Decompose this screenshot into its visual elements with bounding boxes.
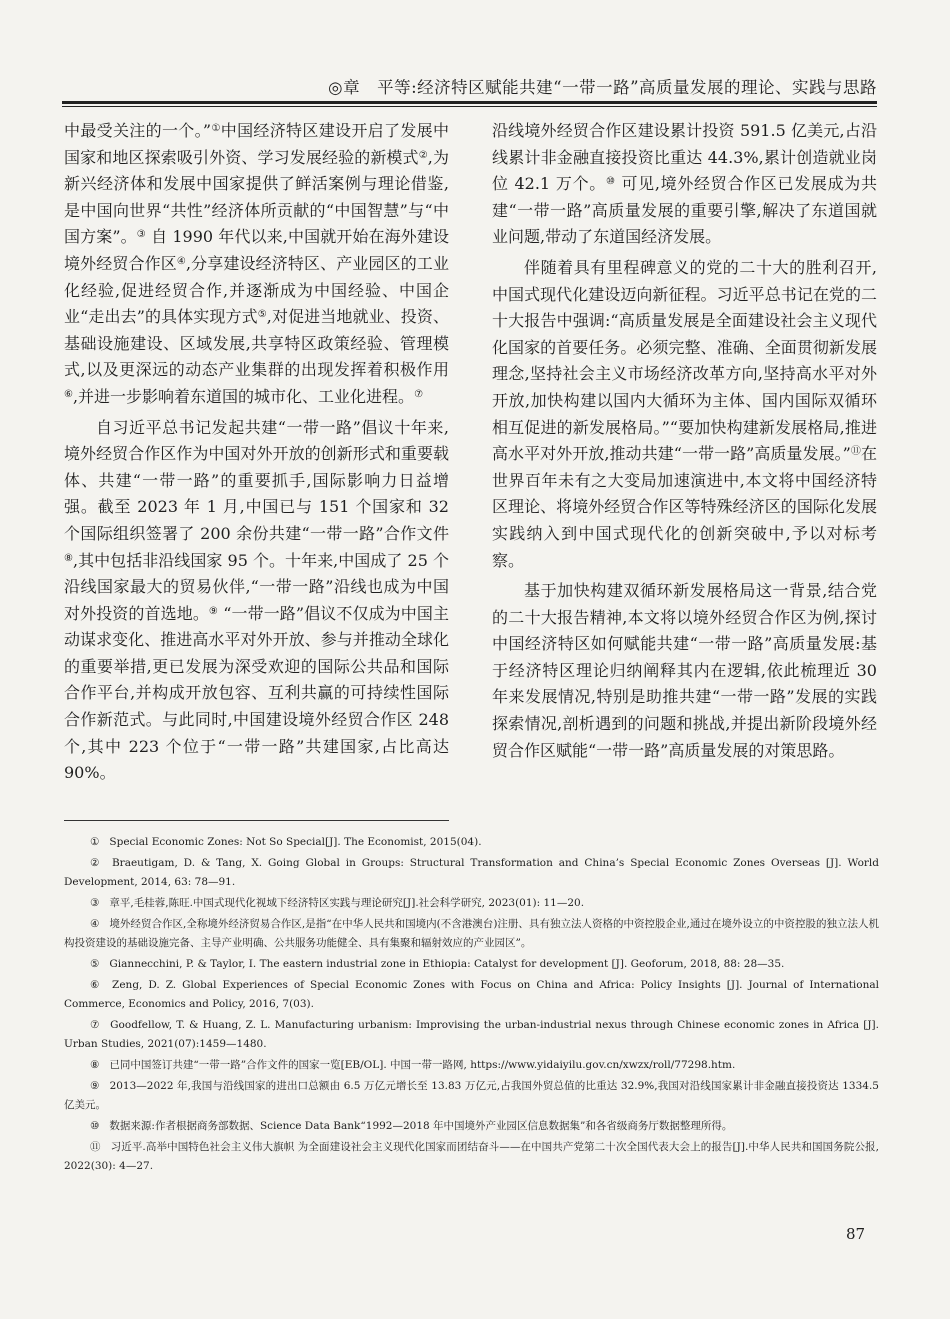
body-text: ,并进一步影响着东道国的城市化、工业化进程。 xyxy=(72,386,415,406)
footnote-number: ③ xyxy=(90,897,100,909)
right-column xyxy=(492,118,877,764)
footnote xyxy=(64,1117,879,1136)
footnote-text: Giannecchini, P. & Taylor, I. The eastern industrial zone in Ethiopia: Catalyst for development [J]. Geoforum, 2018, 88: 28—35. xyxy=(109,958,785,970)
body-text: 自习近平总书记发起共建“一带一路”倡议十年来,境外经贸合作区作为中国对外开放的创新形式和重要载体、共建“一带一路”的重要抓手,国际影响力日益增强。截至 2023 年 1 月,中国已与 151 个国家和 32 个国际组织签署了 200 余份共建“一带一路”合作文件 xyxy=(64,417,449,543)
body-text: 自 1990 年代以来,中国就开始在海外建设境外经贸合作区 xyxy=(64,227,449,273)
body-text: 在世界百年未有之大变局加速演进中,本文将中国经济特区理论、将境外经贸合作区等特殊经济区的国际化发展实践纳入到中国式现代化的创新突破中,予以对标考察。 xyxy=(492,444,877,570)
body-text: ,为新兴经济体和发展中国家提供了鲜活案例与理论借鉴,是中国向世界“共性”经济体所贡献的“中国智慧”与“中国方案”。 xyxy=(64,147,449,247)
footnote-number: ② xyxy=(90,857,102,869)
left-paragraph-1 xyxy=(64,118,449,411)
footnote xyxy=(64,1138,879,1176)
footnote-separator xyxy=(64,820,449,821)
footnote-number: ① xyxy=(90,836,100,848)
body-text: ,分享建设经济特区、产业园区的工业化经验,促进经贸合作,并逐渐成为中国经验、中国企业“走出去”的具体实现方式 xyxy=(64,253,449,327)
footnote-ref[interactable]: ⑧ xyxy=(64,552,73,564)
header-rule-thick xyxy=(62,101,877,104)
footnote-text: Special Economic Zones: Not So Special[J]. The Economist, 2015(04). xyxy=(109,836,482,848)
footnote-text: 数据来源:作者根据商务部数据、Science Data Bank“1992—2018 年中国境外产业园区信息数据集”和各省级商务厅数据整理所得。 xyxy=(109,1120,733,1132)
footnote xyxy=(64,1077,879,1115)
footnote-ref[interactable]: ① xyxy=(211,123,221,134)
footnote-number: ⑧ xyxy=(90,1059,100,1071)
header-rule-thin xyxy=(62,106,877,107)
body-text: 伴随着具有里程碑意义的党的二十大的胜利召开,中国式现代化建设迈向新征程。习近平总书记在党的二十大报告中强调:“高质量发展是全面建设社会主义现代化国家的首要任务。必须完整、准确、全面贯彻新发展理念,坚持社会主义市场经济改革方向,坚持高水平对外开放,加快构建以国内大循环为主体、国内国际双循环相互促进的新发展格局。”“要加快构建新发展格局,推进高水平对外开放,推动共建“一带一路”高质量发展。” xyxy=(492,257,877,464)
body-text: ,其中包括非沿线国家 95 个。十年来,中国成了 25 个沿线国家最大的贸易伙伴,“一带一路”沿线也成为中国对外投资的首选地。 xyxy=(64,550,449,623)
page-number: 87 xyxy=(846,1225,866,1243)
right-paragraph-3 xyxy=(492,578,877,764)
footnote xyxy=(64,976,879,1014)
footnote xyxy=(64,915,879,953)
footnote-ref[interactable]: ⑤ xyxy=(257,309,267,321)
footnote xyxy=(64,1016,879,1054)
footnote-number: ⑨ xyxy=(90,1080,100,1092)
footnote-ref[interactable]: ⑪ xyxy=(850,446,861,458)
running-header: ◎章 平等:经济特区赋能共建“一带一路”高质量发展的理论、实践与思路 xyxy=(328,78,877,97)
body-text: 中最受关注的一个。” xyxy=(64,121,212,140)
footnote-text: 2013—2022 年,我国与沿线国家的进出口总额由 6.5 万亿元增长至 13.83 万亿元,占我国外贸总值的比重达 32.9%,我国对沿线国家累计非金融直接投资达 1334.5 亿美元。 xyxy=(64,1080,879,1111)
left-column xyxy=(64,118,449,787)
footnote-ref[interactable]: ⑩ xyxy=(605,176,616,188)
footnote-number: ⑩ xyxy=(90,1120,100,1132)
footnote-text: Braeutigam, D. & Tang, X. Going Global in Groups: Structural Transformation and China’s Special Economic Zones Overseas [J]. World Development, 2014, 63: 78—91. xyxy=(64,857,879,888)
body-text: 沿线境外经贸合作区建设累计投资 591.5 亿美元,占沿线累计非金融直接投资比重达 44.3%,累计创造就业岗位 42.1 万个。 xyxy=(492,121,877,194)
footnote-number: ⑪ xyxy=(90,1141,101,1153)
body-text: 可见,境外经贸合作区已发展成为共建“一带一路”高质量发展的重要引擎,解决了东道国就业问题,带动了东道国经济发展。 xyxy=(492,174,877,247)
footnote-ref[interactable]: ③ xyxy=(136,229,146,241)
body-text: “一带一路”倡议不仅成为中国主动谋求变化、推进高水平对外开放、参与并推动全球化的重要举措,更已发展为深受欢迎的国际公共品和国际合作平台,并构成开放包容、互利共赢的可持续性国际合作新范式。与此同时,中国建设境外经贸合作区 248 个,其中 223 个位于“一带一路”共建国家,占比高达 90%。 xyxy=(64,603,449,783)
body-text: ,对促进当地就业、投资、基础设施建设、区域发展,共享特区政策经验、管理模式,以及更深远的动态产业集群的出现发挥着积极作用 xyxy=(64,307,449,380)
footnote-text[interactable]: 已同中国签订共建“一带一路”合作文件的国家一览[EB/OL]. 中国一带一路网, https://www.yidaiyilu.gov.cn/xwzx/roll/77298.htm. xyxy=(109,1059,736,1071)
right-paragraph-1 xyxy=(492,118,877,251)
right-paragraph-2 xyxy=(492,255,877,574)
footnote-ref[interactable]: ② xyxy=(418,149,428,161)
footnote-number: ⑦ xyxy=(90,1019,101,1031)
footnote-text: 章平,毛桂蓉,陈旺.中国式现代化视域下经济特区实践与理论研究[J].社会科学研究, 2023(01): 11—20. xyxy=(109,897,585,909)
footnote-ref[interactable]: ⑦ xyxy=(414,388,424,400)
footnote xyxy=(64,833,879,852)
footnote-number: ⑤ xyxy=(90,958,100,970)
footnote-text: Goodfellow, T. & Huang, Z. L. Manufacturing urbanism: Improvising the urban-industrial nexus through Chinese economic zones in Africa [J]. Urban Studies, 2021(07):1459—1480. xyxy=(64,1019,879,1050)
body-text: 基于加快构建双循环新发展格局这一背景,结合党的二十大报告精神,本文将以境外经贸合作区为例,探讨中国经济特区如何赋能共建“一带一路”高质量发展:基于经济特区理论归纳阐释其内在逻辑,依此梳理近 30 年来发展情况,特别是助推共建“一带一路”发展的实践探索情况,剖析遇到的问题和挑战,并提出新阶段境外经贸合作区赋能“一带一路”高质量发展的对策思路。 xyxy=(492,581,877,760)
footnote xyxy=(64,1056,879,1075)
footnote xyxy=(64,955,879,974)
footnote-text: 境外经贸合作区,全称境外经济贸易合作区,是指“在中华人民共和国境内(不含港澳台)注册、具有独立法人资格的中资控股企业,通过在境外设立的中资控股的独立法人机构投资建设的基础设施完备、主导产业明确、公共服务功能健全、具有集聚和辐射效应的产业园区”。 xyxy=(64,918,879,949)
footnotes xyxy=(64,833,879,1178)
footnote-text: 习近平.高举中国特色社会主义伟大旗帜 为全面建设社会主义现代化国家而团结奋斗——在中国共产党第二十次全国代表大会上的报告[J].中华人民共和国国务院公报, 2022(30): 4—27. xyxy=(64,1141,880,1172)
footnote xyxy=(64,854,879,892)
footnote-text: Zeng, D. Z. Global Experiences of Special Economic Zones with Focus on China and Africa: Policy Insights [J]. Journal of International Commerce, Economics and Policy, 2016, 7(03). xyxy=(64,979,879,1010)
footnote-number: ⑥ xyxy=(90,979,103,991)
left-paragraph-2 xyxy=(64,415,449,787)
footnote xyxy=(64,894,879,913)
footnote-ref[interactable]: ⑨ xyxy=(208,605,218,617)
footnote-number: ④ xyxy=(90,918,100,930)
footnote-ref[interactable]: ⑥ xyxy=(64,388,73,400)
body-text: 中国经济特区建设开启了发展中国家和地区探索吸引外资、学习发展经验的新模式 xyxy=(64,121,449,167)
footnote-ref[interactable]: ④ xyxy=(176,255,186,267)
